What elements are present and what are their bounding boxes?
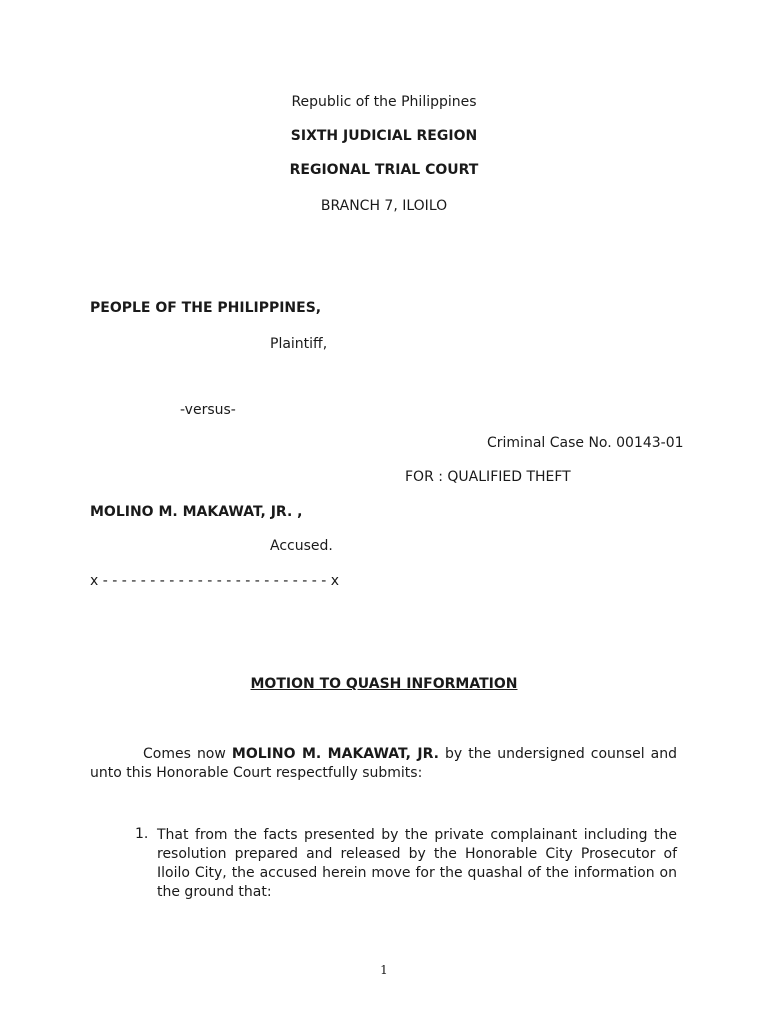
case-number: Criminal Case No. 00143-01 [487, 435, 684, 451]
page-number: 1 [380, 963, 388, 977]
intro-paragraph [90, 745, 677, 783]
court-line: REGIONAL TRIAL COURT [289, 162, 479, 178]
motion-title: MOTION TO QUASH INFORMATION [250, 676, 518, 692]
republic-line: Republic of the Philippines [291, 94, 477, 110]
accused-name: MOLINO M. MAKAWAT, JR. , [90, 504, 303, 520]
item-number: 1. [135, 826, 149, 842]
intro-rest: by the undersigned counsel and unto this Honorable Court respectfully submits: [90, 746, 677, 781]
plaintiff-name: PEOPLE OF THE PHILIPPINES, [90, 300, 322, 316]
branch-line: BRANCH 7, ILOILO [320, 198, 448, 214]
charge-label: FOR : QUALIFIED THEFT [405, 469, 571, 485]
item-text: That from the facts presented by the private complainant including the resolution prepared and released by the Honorable City Prosecutor of Iloilo City, the accused herein move for the quashal of the information on the ground that: [157, 827, 677, 900]
caption-separator: x - - - - - - - - - - - - - - - - - - - - - - - - x [90, 573, 340, 589]
intro-lead: Comes now [143, 746, 226, 762]
accused-role: Accused. [270, 538, 333, 554]
versus-label: -versus- [180, 402, 236, 418]
plaintiff-role: Plaintiff, [270, 336, 328, 352]
intro-accused-name: MOLINO M. MAKAWAT, JR. [231, 746, 439, 762]
region-line: SIXTH JUDICIAL REGION [290, 128, 478, 144]
